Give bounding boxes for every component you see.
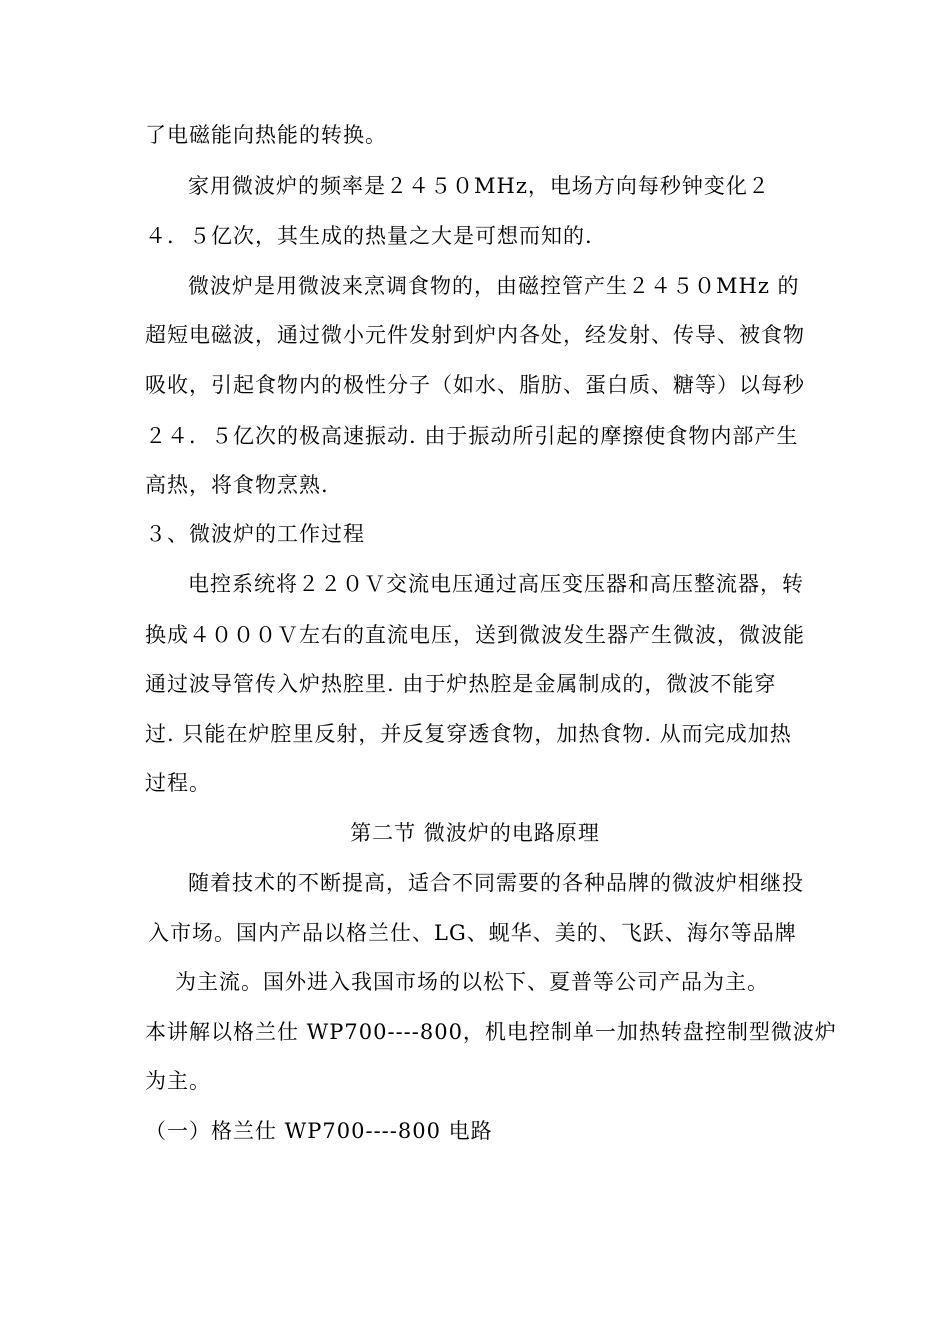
paragraph-line: 微波炉是用微波来烹调食物的，由磁控管产生２４５０MHz 的 <box>188 274 800 298</box>
paragraph-line: ４．５亿次，其生成的热量之大是可想而知的. <box>145 224 593 248</box>
paragraph-line: 电控系统将２２０Ｖ交流电压通过高压变压器和高压整流器，转 <box>188 572 804 596</box>
paragraph-line: 家用微波炉的频率是２４５０MHz，电场方向每秒钟变化２ <box>188 174 770 198</box>
paragraph-line: 随着技术的不断提高，适合不同需要的各种品牌的微波炉相继投 <box>188 871 804 895</box>
paragraph-line: 吸收，引起食物内的极性分子（如水、脂肪、蛋白质、糖等）以每秒 <box>145 373 805 397</box>
paragraph-line: 过程。 <box>145 771 211 795</box>
paragraph-line: 入市场。国内产品以格兰仕、LG、蚬华、美的、飞跃、海尔等品牌 <box>148 921 797 945</box>
subsection-heading: （一）格兰仕 WP700----800 电路 <box>145 1119 493 1143</box>
chapter-heading: 第二节 微波炉的电路原理 <box>350 821 600 845</box>
paragraph-line: 通过波导管传入炉热腔里. 由于炉热腔是金属制成的，微波不能穿 <box>145 672 777 696</box>
paragraph-line: 高热，将食物烹熟. <box>145 473 329 497</box>
paragraph-line: 过. 只能在炉腔里反射，并反复穿透食物，加热食物. 从而完成加热 <box>145 722 792 746</box>
paragraph-line: ２４．５亿次的极高速振动. 由于振动所引起的摩擦使食物内部产生 <box>145 424 799 448</box>
paragraph-line: 超短电磁波，通过微小元件发射到炉内各处，经发射、传导、被食物 <box>145 323 805 347</box>
section-heading: ３、微波炉的工作过程 <box>145 522 365 546</box>
paragraph-line: 换成４０００Ｖ左右的直流电压，送到微波发生器产生微波，微波能 <box>145 623 805 647</box>
paragraph-line: 本讲解以格兰仕 WP700----800，机电控制单一加热转盘控制型微波炉 <box>145 1020 837 1044</box>
paragraph-line: 了电磁能向热能的转换。 <box>145 123 387 147</box>
paragraph-line: 为主流。国外进入我国市场的以松下、夏普等公司产品为主。 <box>175 970 769 994</box>
paragraph-line: 为主。 <box>145 1069 211 1093</box>
